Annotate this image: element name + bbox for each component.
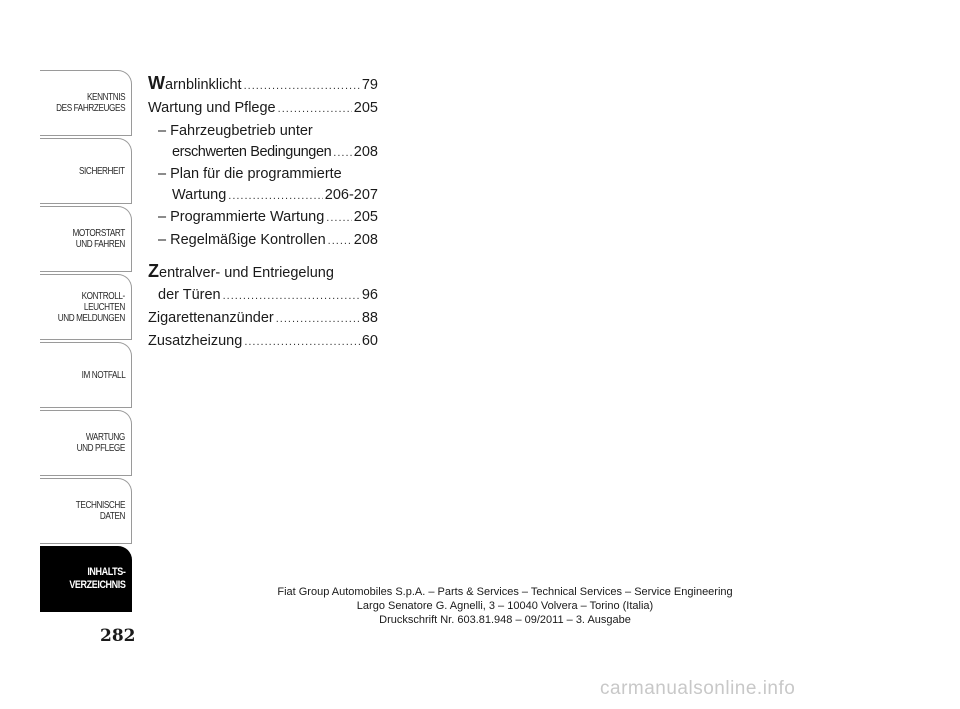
tab-label: SICHERHEIT bbox=[79, 165, 125, 177]
tab-wartung[interactable] bbox=[40, 410, 132, 476]
index-subentry[interactable] bbox=[148, 120, 378, 142]
index-entry[interactable] bbox=[148, 97, 378, 120]
leader-dots bbox=[244, 75, 360, 97]
entry-page: 205 bbox=[353, 209, 378, 225]
entry-label: – Plan für die programmierte bbox=[158, 166, 342, 182]
entry-label: Warnblinklicht bbox=[148, 73, 242, 93]
entry-label: – Programmierte Wartung bbox=[158, 209, 325, 225]
index-subentry-continued[interactable] bbox=[148, 142, 378, 163]
tab-im-notfall[interactable] bbox=[40, 342, 132, 408]
index-subentry-continued[interactable] bbox=[148, 185, 378, 206]
tab-inhaltsverzeichnis[interactable] bbox=[40, 546, 132, 612]
tab-motorstart[interactable] bbox=[40, 206, 132, 272]
footer-line: Fiat Group Automobiles S.p.A. – Parts & Services – Technical Services – Service Engineering bbox=[277, 586, 733, 598]
leader-dots bbox=[228, 186, 323, 206]
index-subentry[interactable] bbox=[148, 229, 378, 252]
entry-label: erschwerten Bedingungen bbox=[172, 144, 332, 160]
publisher-footer bbox=[250, 585, 760, 627]
entry-page: 96 bbox=[361, 287, 378, 303]
chapter-tabs bbox=[40, 70, 134, 614]
tab-kenntnis[interactable] bbox=[40, 70, 132, 136]
tab-label: KONTROLL- LEUCHTEN UND MELDUNGEN bbox=[57, 290, 125, 324]
entry-page: 206-207 bbox=[324, 187, 378, 203]
leader-dots bbox=[333, 143, 352, 163]
watermark-text: carmanualsonline.info bbox=[600, 678, 796, 699]
leader-dots bbox=[278, 98, 352, 120]
tab-label: WARTUNG UND PFLEGE bbox=[76, 432, 125, 454]
section-gap bbox=[148, 252, 378, 260]
entry-label: – Regelmäßige Kontrollen bbox=[158, 232, 326, 248]
footer-line: Druckschrift Nr. 603.81.948 – 09/2011 – 3. Ausgabe bbox=[379, 614, 631, 626]
entry-label: Wartung bbox=[172, 187, 227, 203]
footer-line: Largo Senatore G. Agnelli, 3 – 10040 Volvera – Torino (Italia) bbox=[356, 600, 654, 612]
index-subentry[interactable] bbox=[148, 206, 378, 229]
tab-label: TECHNISCHE DATEN bbox=[75, 500, 125, 522]
index-subentry[interactable] bbox=[148, 163, 378, 185]
tab-technische-daten[interactable] bbox=[40, 478, 132, 544]
entry-label: Wartung und Pflege bbox=[148, 100, 276, 116]
entry-page: 88 bbox=[361, 310, 378, 326]
entry-page: 208 bbox=[353, 232, 378, 248]
entry-page: 205 bbox=[353, 100, 378, 116]
leader-dots bbox=[244, 331, 360, 353]
entry-page: 79 bbox=[361, 77, 378, 93]
tab-label: IM NOTFALL bbox=[81, 369, 125, 381]
entry-page: 60 bbox=[361, 333, 378, 349]
entry-label: Zigarettenanzünder bbox=[148, 310, 274, 326]
index-entry-continued[interactable] bbox=[148, 284, 378, 307]
tab-sicherheit[interactable] bbox=[40, 138, 132, 204]
tab-label: INHALTS- VERZEICHNIS bbox=[68, 566, 125, 591]
entry-label: Zentralver- und Entriegelung bbox=[148, 261, 334, 281]
page-number: 282 bbox=[100, 626, 136, 646]
leader-dots bbox=[276, 308, 360, 330]
entry-label: Zusatzheizung bbox=[148, 333, 243, 349]
entry-label: – Fahrzeugbetrieb unter bbox=[158, 123, 313, 139]
leader-dots bbox=[326, 207, 352, 229]
leader-dots bbox=[328, 230, 352, 252]
tab-label: KENNTNIS DES FAHRZEUGES bbox=[56, 92, 125, 114]
tab-label: MOTORSTART UND FAHREN bbox=[72, 228, 125, 250]
leader-dots bbox=[223, 285, 360, 307]
index-entry[interactable] bbox=[148, 307, 378, 330]
index-entry[interactable] bbox=[148, 260, 378, 284]
entry-label: der Türen bbox=[158, 287, 221, 303]
entry-page: 208 bbox=[353, 144, 378, 160]
tab-kontrollleuchten[interactable] bbox=[40, 274, 132, 340]
index-entry[interactable] bbox=[148, 330, 378, 353]
index-list bbox=[148, 72, 378, 353]
index-entry[interactable] bbox=[148, 72, 378, 97]
